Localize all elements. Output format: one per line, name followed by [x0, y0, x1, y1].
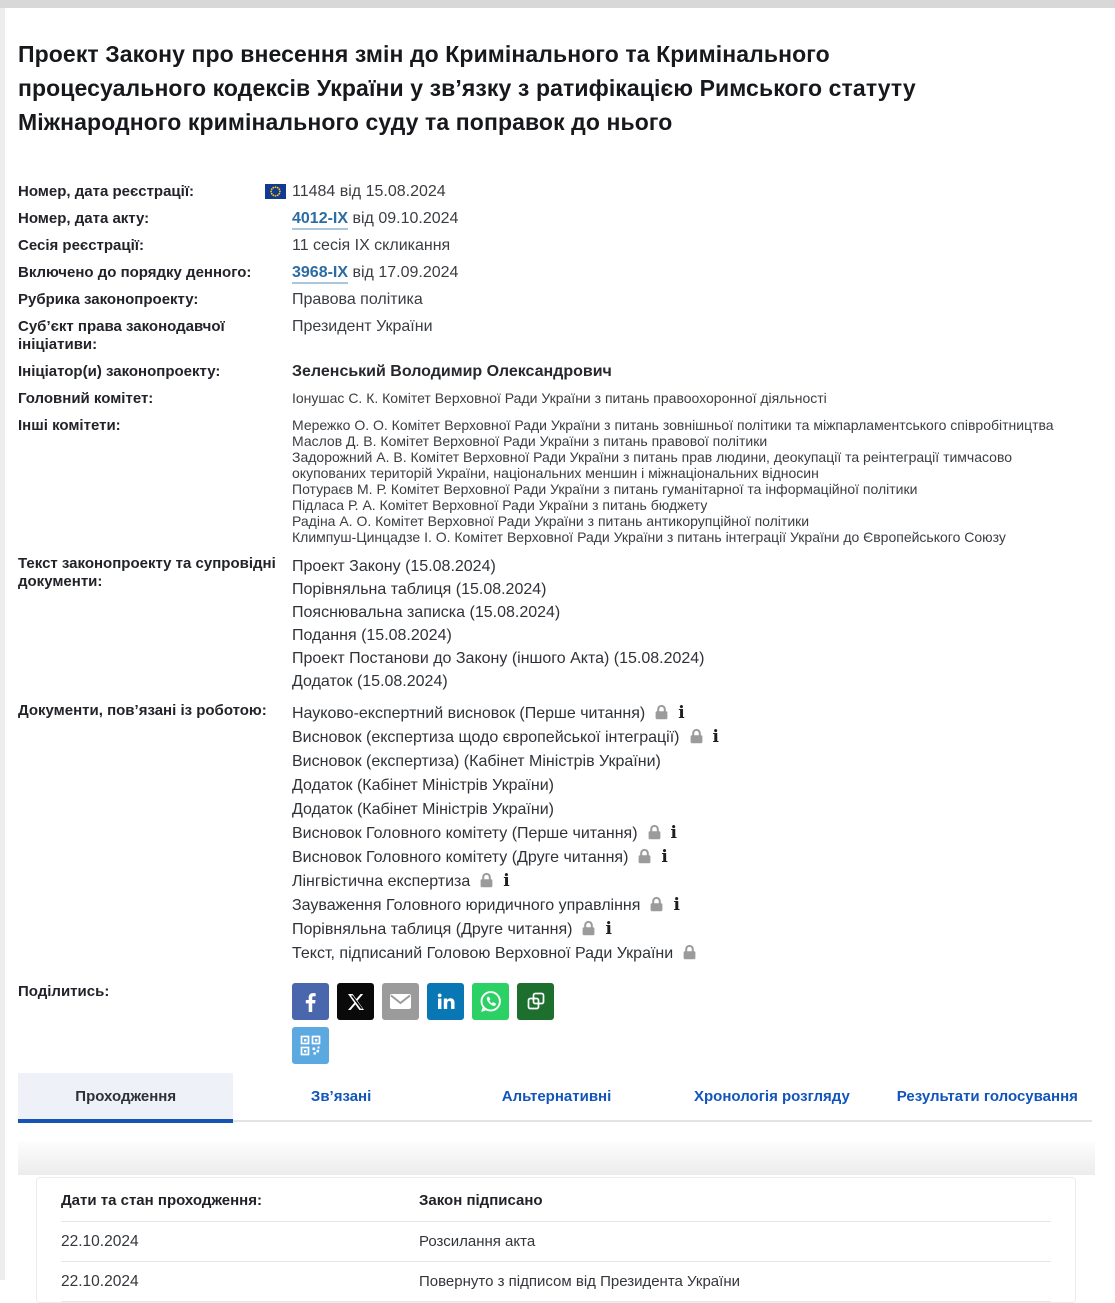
document-link[interactable] — [292, 555, 705, 578]
document-link[interactable] — [292, 702, 719, 726]
top-border-bar — [0, 0, 1115, 8]
linkedin-glyph — [427, 983, 464, 1020]
tab-label: Хронологія розгляду — [694, 1088, 850, 1105]
committee-item: Задорожний А. В. Комітет Верховної Ради України з питань прав людини, деокупації та реінтеграції тимчасово окупованих територій України, національних меншин і міжнаціональних відносин — [292, 449, 1013, 481]
field-row — [18, 264, 1095, 282]
field-row — [18, 555, 1095, 693]
tab-zvyazani[interactable] — [233, 1073, 448, 1120]
row-date: 22.10.2024 — [61, 1233, 139, 1250]
bill-meta-fields — [18, 183, 1095, 1064]
field-text: 11 сесія IX скликання — [292, 237, 451, 254]
document-link[interactable] — [292, 918, 719, 942]
document-title: Зауваження Головного юридичного управління — [292, 897, 641, 914]
envelope-glyph — [382, 983, 419, 1020]
document-title: Висновок (експертиза) (Кабінет Міністрів України) — [292, 753, 661, 770]
field-row — [18, 975, 1095, 1064]
tab-label: Альтернативні — [501, 1088, 612, 1105]
facebook-glyph — [292, 983, 329, 1020]
lock-icon — [647, 824, 662, 840]
share-x-button[interactable] — [337, 983, 374, 1020]
field-value — [292, 983, 554, 1064]
document-link[interactable] — [292, 647, 705, 670]
document-title: Висновок (експертиза щодо європейської інтеграції) — [292, 729, 680, 746]
info-icon[interactable]: i — [661, 847, 668, 867]
field-text: від 17.09.2024 — [348, 264, 459, 281]
field-label: Ініціатор(и) законопроекту: — [18, 363, 221, 380]
info-icon[interactable]: i — [712, 727, 719, 747]
share-facebook-button[interactable] — [292, 983, 329, 1020]
field-value — [292, 237, 450, 255]
share-email-button[interactable] — [382, 983, 419, 1020]
field-row — [18, 183, 1095, 201]
document-title: Проект Постанови до Закону (іншого Акта) (15.08.2024) — [292, 650, 705, 667]
field-value — [292, 390, 827, 408]
x-glyph — [337, 983, 374, 1020]
document-link[interactable] — [292, 870, 719, 894]
share-row-2 — [292, 1027, 554, 1064]
act-number-link[interactable]: 3968-IX — [292, 264, 348, 284]
lock-icon — [654, 704, 669, 720]
document-link[interactable] — [292, 798, 719, 822]
info-icon[interactable]: i — [673, 895, 680, 915]
field-label: Суб’єкт права законодавчої ініціативи: — [18, 318, 225, 353]
field-label: Поділитись: — [18, 983, 110, 1000]
document-title: Порівняльна таблиця (15.08.2024) — [292, 581, 547, 598]
tab-label: Проходження — [75, 1088, 177, 1105]
lock-icon — [682, 944, 697, 960]
progress-header-dates: Дати та стан проходження: — [61, 1192, 262, 1209]
share-row-1 — [292, 983, 554, 1020]
field-value — [292, 291, 423, 309]
act-number-link[interactable]: 4012-IX — [292, 210, 348, 230]
field-row — [18, 318, 1095, 354]
document-link[interactable] — [292, 774, 719, 798]
field-text: від 09.10.2024 — [348, 210, 459, 227]
table-row — [61, 1262, 1051, 1302]
tab-bar — [18, 1073, 1095, 1123]
page-title: Проект Закону про внесення змін до Кримінального та Кримінального процесуального кодексів України у зв’язку з ратифікацією Римського статуту Міжнародного кримінального суду та поправок до нього — [18, 41, 916, 135]
field-value — [292, 702, 719, 966]
row-status: Повернуто з підписом від Президента України — [419, 1273, 740, 1290]
document-title: Висновок Головного комітету (Друге читання) — [292, 849, 629, 866]
share-buttons — [292, 983, 554, 1064]
document-link[interactable] — [292, 942, 719, 966]
field-label: Головний комітет: — [18, 390, 154, 407]
committee-item: Мережко О. О. Комітет Верховної Ради України з питань зовнішньої політики та міжпарламентського співробітництва — [292, 417, 1054, 433]
share-copy-button[interactable] — [517, 983, 554, 1020]
field-value — [292, 555, 705, 693]
field-value — [292, 318, 433, 354]
section-gradient-band — [18, 1141, 1095, 1175]
document-link[interactable] — [292, 670, 705, 693]
eu-flag-icon — [265, 184, 286, 199]
copy-glyph — [517, 983, 554, 1020]
lock-icon — [689, 728, 704, 744]
field-row — [18, 390, 1095, 408]
field-label: Текст законопроекту та супровідні документи: — [18, 555, 276, 590]
field-label: Інші комітети: — [18, 417, 121, 434]
tab-label: Результати голосування — [896, 1088, 1078, 1105]
left-border-strip — [0, 8, 5, 1280]
field-row — [18, 363, 1095, 381]
document-link[interactable] — [292, 726, 719, 750]
field-value — [292, 417, 1064, 545]
tab-rezultaty-golosuvannya[interactable] — [880, 1073, 1095, 1120]
progress-table-header — [61, 1178, 1051, 1222]
tab-label: Зв’язані — [310, 1088, 372, 1105]
info-icon[interactable]: i — [605, 919, 612, 939]
document-link[interactable] — [292, 822, 719, 846]
progress-table — [36, 1177, 1076, 1303]
share-linkedin-button[interactable] — [427, 983, 464, 1020]
field-text: 11484 від 15.08.2024 — [292, 183, 446, 200]
document-title: Подання (15.08.2024) — [292, 627, 452, 644]
document-link[interactable] — [292, 750, 719, 774]
field-label: Номер, дата акту: — [18, 210, 150, 227]
document-title: Науково-експертний висновок (Перше читання) — [292, 705, 646, 722]
document-link[interactable] — [292, 846, 719, 870]
document-title: Додаток (15.08.2024) — [292, 673, 448, 690]
field-label: Документи, пов’язані із роботою: — [18, 702, 267, 719]
field-text: Президент України — [292, 318, 433, 335]
table-row — [61, 1222, 1051, 1262]
field-label: Сесія реєстрації: — [18, 237, 144, 254]
document-link[interactable] — [292, 894, 719, 918]
row-status: Розсилання акта — [419, 1233, 536, 1250]
field-label: Номер, дата реєстрації: — [18, 183, 195, 200]
field-row — [18, 417, 1095, 545]
lock-icon — [479, 872, 494, 888]
info-icon[interactable]: i — [670, 823, 677, 843]
field-row — [18, 210, 1095, 228]
field-row — [18, 702, 1095, 966]
lock-icon — [637, 848, 652, 864]
main-committee-text: Іонушас С. К. Комітет Верховної Ради України з питань правоохоронної діяльності — [292, 390, 827, 406]
document-title: Додаток (Кабінет Міністрів України) — [292, 777, 554, 794]
field-label: Рубрика законопроекту: — [18, 291, 199, 308]
field-value — [292, 363, 612, 381]
info-icon[interactable]: i — [503, 871, 510, 891]
document-title: Проект Закону (15.08.2024) — [292, 558, 496, 575]
whatsapp-glyph — [472, 983, 509, 1020]
share-qr-button[interactable] — [292, 1027, 329, 1064]
tab-hronologiya-rozglyadu[interactable] — [664, 1073, 879, 1120]
lock-icon — [649, 896, 664, 912]
info-icon[interactable]: i — [678, 703, 685, 723]
lock-icon — [581, 920, 596, 936]
share-whatsapp-button[interactable] — [472, 983, 509, 1020]
field-row — [18, 237, 1095, 255]
document-link[interactable] — [292, 578, 705, 601]
document-title: Текст, підписаний Головою Верховної Ради України — [292, 945, 674, 962]
field-value — [292, 210, 458, 228]
document-title: Висновок Головного комітету (Перше читання) — [292, 825, 638, 842]
row-date: 22.10.2024 — [61, 1273, 139, 1290]
committee-item: Климпуш-Цинцадзе І. О. Комітет Верховної Ради України з питань інтеграції України до Європейського Союзу — [292, 529, 1006, 545]
committee-item: Маслов Д. В. Комітет Верховної Ради України з питань правової політики — [292, 433, 768, 449]
tab-alternatyvni[interactable] — [449, 1073, 664, 1120]
committee-item: Підласа Р. А. Комітет Верховної Ради України з питань бюджету — [292, 497, 708, 513]
initiator-name: Зеленський Володимир Олександрович — [292, 363, 612, 380]
progress-header-status: Закон підписано — [419, 1192, 543, 1209]
document-title: Лінгвістична експертиза — [292, 873, 471, 890]
field-text: Правова політика — [292, 291, 423, 308]
document-title: Порівняльна таблиця (Друге читання) — [292, 921, 573, 938]
committee-item: Потураєв М. Р. Комітет Верховної Ради України з питань гуманітарної та інформаційної політики — [292, 481, 918, 497]
field-value — [292, 183, 446, 201]
field-label: Включено до порядку денного: — [18, 264, 252, 281]
field-row — [18, 291, 1095, 309]
field-value — [292, 264, 458, 282]
tab-prohodzhennya[interactable] — [18, 1073, 233, 1120]
document-link[interactable] — [292, 624, 705, 647]
qr-glyph — [292, 1027, 329, 1064]
document-title: Пояснювальна записка (15.08.2024) — [292, 604, 561, 621]
document-link[interactable] — [292, 601, 705, 624]
document-title: Додаток (Кабінет Міністрів України) — [292, 801, 554, 818]
committee-item: Радіна А. О. Комітет Верховної Ради України з питань антикорупційної політики — [292, 513, 810, 529]
